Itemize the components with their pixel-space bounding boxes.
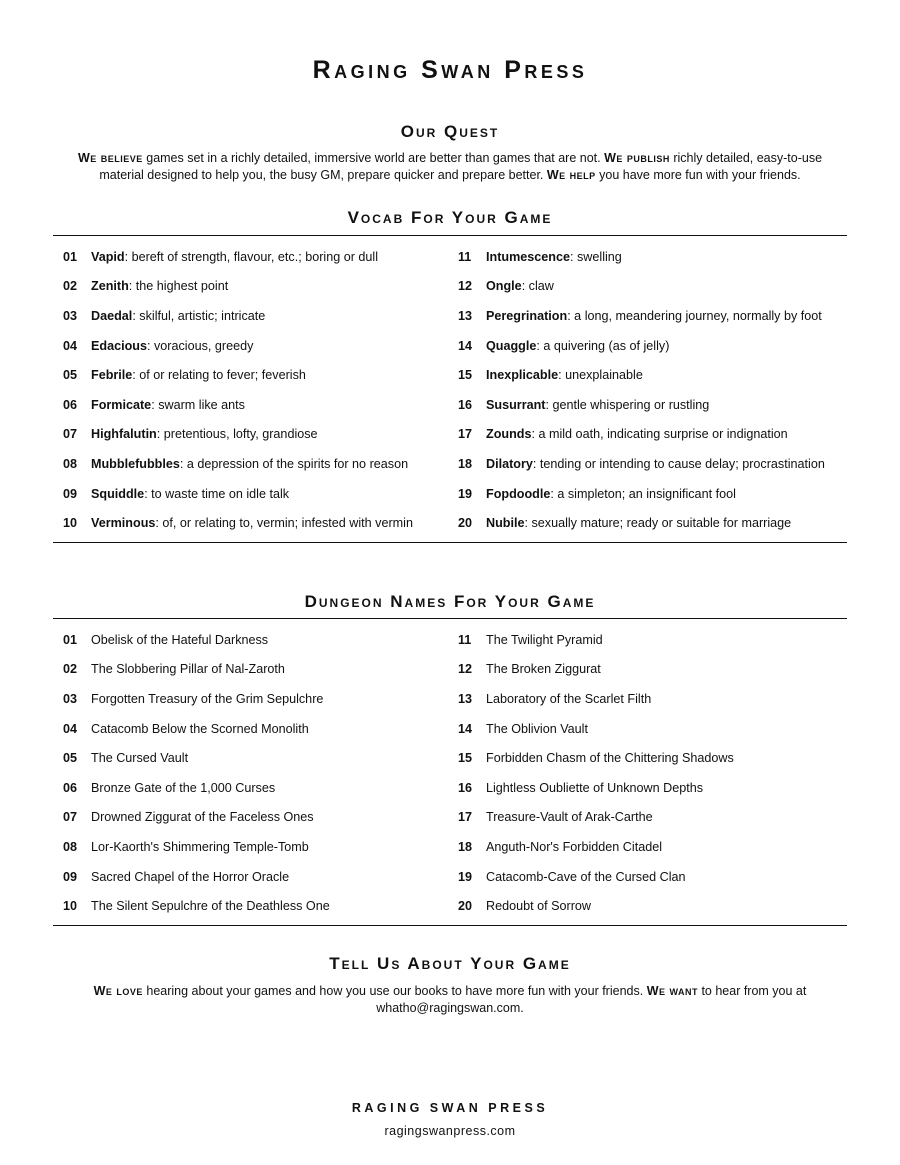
dungeon-row: 08 Lor-Kaorth's Shimmering Temple-Tomb — [63, 839, 309, 854]
dungeon-row: 16 Lightless Oubliette of Unknown Depths — [458, 780, 704, 795]
dungeon-row: 03 Forgotten Treasury of the Grim Sepulchre — [63, 691, 324, 706]
vocab-table — [53, 235, 847, 543]
dungeon-row: 09 Sacred Chapel of the Horror Oracle — [63, 869, 290, 884]
dungeon-row: 12 The Broken Ziggurat — [458, 662, 601, 677]
vocab-row: 15 Inexplicable : unexplainable — [458, 368, 643, 383]
vocab-row: 18 Dilatory : tending or intending to cause delay; procrastination — [458, 456, 825, 471]
quest-text-believe: games set in a richly detailed, immersive world are better than games that are not. — [142, 151, 605, 165]
vocab-row: 12 Ongle : claw — [458, 279, 554, 294]
dungeon-row: 05 The Cursed Vault — [63, 751, 189, 766]
footer-url[interactable]: ragingswanpress.com — [384, 1124, 516, 1138]
vocab-row: 03 Daedal : skilful, artistic; intricate — [63, 308, 266, 323]
vocab-row: 06 Formicate : swarm like ants — [63, 397, 245, 412]
dungeon-row: 13 Laboratory of the Scarlet Filth — [458, 691, 652, 706]
quest-paragraph — [60, 150, 840, 184]
dungeon-row: 06 Bronze Gate of the 1,000 Curses — [63, 780, 276, 795]
dungeon-table — [53, 618, 847, 926]
dungeon-row: 11 The Twilight Pyramid — [458, 632, 603, 647]
dungeon-row: 14 The Oblivion Vault — [458, 721, 588, 736]
vocab-row: 19 Fopdoodle : a simpleton; an insignificant fool — [458, 486, 736, 501]
dungeon-row: 10 The Silent Sepulchre of the Deathless One — [63, 899, 330, 914]
tell-paragraph — [60, 983, 840, 1017]
quest-text-publish: richly detailed, easy-to-use material designed to help you, the busy GM, prepare quicker and prepare better. — [99, 151, 823, 182]
vocab-row: 09 Squiddle : to waste time on idle talk — [63, 486, 290, 501]
dungeon-title: Dungeon Names For Your Game — [304, 592, 596, 611]
vocab-row: 07 Highfalutin : pretentious, lofty, grandiose — [63, 427, 318, 442]
dungeon-row: 15 Forbidden Chasm of the Chittering Shadows — [458, 751, 734, 766]
page-title: Raging Swan Press — [312, 56, 588, 84]
vocab-row: 17 Zounds : a mild oath, indicating surprise or indignation — [458, 427, 788, 442]
dungeon-row: 18 Anguth-Nor's Forbidden Citadel — [458, 839, 663, 854]
vocab-row: 11 Intumescence : swelling — [458, 249, 622, 264]
vocab-row: 14 Quaggle : a quivering (as of jelly) — [458, 338, 670, 353]
dungeon-row: 19 Catacomb-Cave of the Cursed Clan — [458, 869, 686, 884]
dungeon-row: 20 Redoubt of Sorrow — [458, 899, 592, 914]
vocab-row: 10 Verminous : of, or relating to, vermin; infested with vermin — [63, 516, 413, 531]
vocab-row: 04 Edacious : voracious, greedy — [63, 338, 254, 353]
footer-brand: RAGING SWAN PRESS — [351, 1101, 549, 1115]
vocab-row: 20 Nubile : sexually mature; ready or suitable for marriage — [458, 516, 792, 531]
dungeon-row: 07 Drowned Ziggurat of the Faceless Ones — [63, 810, 314, 825]
vocab-column-right — [450, 236, 847, 542]
vocab-row: 16 Susurrant : gentle whispering or rustling — [458, 397, 710, 412]
vocab-column-left — [53, 236, 450, 542]
dungeon-column-right — [450, 619, 847, 925]
dungeon-row: 17 Treasure-Vault of Arak-Carthe — [458, 810, 653, 825]
tell-text-want: to hear from you at whatho@ragingswan.com. — [376, 984, 807, 1015]
vocab-title: Vocab For Your Game — [347, 208, 553, 227]
quest-lead-help: We help — [546, 168, 596, 182]
dungeon-row: 01 Obelisk of the Hateful Darkness — [63, 632, 269, 647]
vocab-row: 13 Peregrination : a long, meandering journey, normally by foot — [458, 308, 822, 323]
vocab-row: 02 Zenith : the highest point — [63, 279, 229, 294]
tell-lead-love: We love — [93, 984, 143, 998]
vocab-row: 01 Vapid : bereft of strength, flavour, etc.; boring or dull — [63, 249, 379, 264]
quest-lead-publish: We publish — [604, 151, 670, 165]
dungeon-row: 04 Catacomb Below the Scorned Monolith — [63, 721, 309, 736]
tell-title: Tell Us About Your Game — [329, 954, 571, 973]
dungeon-row: 02 The Slobbering Pillar of Nal-Zaroth — [63, 662, 285, 677]
vocab-row: 05 Febrile : of or relating to fever; feverish — [63, 368, 306, 383]
quest-title: Our Quest — [400, 122, 500, 141]
tell-lead-want: We want — [646, 984, 698, 998]
quest-lead-believe: We believe — [77, 151, 143, 165]
dungeon-column-left — [53, 619, 450, 925]
tell-text-love: hearing about your games and how you use our books to have more fun with your friends. — [142, 984, 647, 998]
quest-text-help: you have more fun with your friends. — [595, 168, 801, 182]
vocab-row: 08 Mubblefubbles : a depression of the spirits for no reason — [63, 456, 409, 471]
